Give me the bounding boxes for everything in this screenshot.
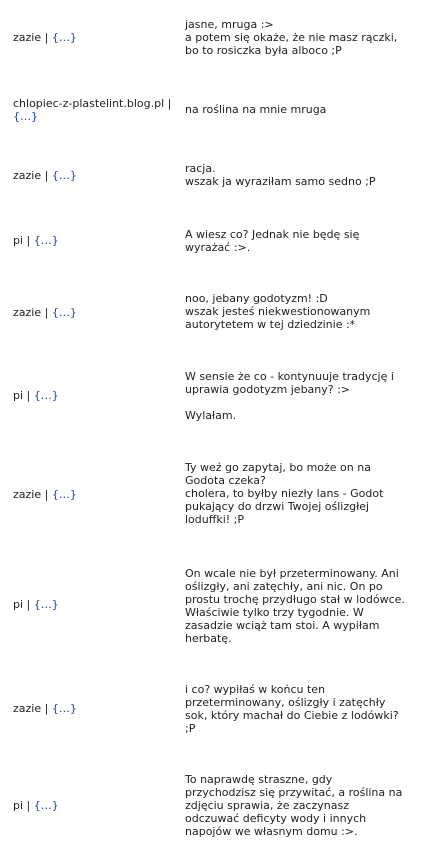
comment-author (13, 702, 178, 715)
comment-text: To naprawdę straszne, gdy przychodzisz się przywitać, a roślina na zdjęciu sprawia, że zaczynasz odczuwać deficyty wody i innych napojów we własnym domu :>. (185, 773, 403, 838)
comment-text: Ty weź go zapytaj, bo może on na Godota czeka? cholera, to byłby niezły lans - Godot pukający do drzwi Twojej oślizgłej loduffki! ;P (185, 461, 384, 526)
author-name: zazie (13, 306, 42, 319)
comment-body (185, 228, 420, 254)
comment-body (185, 370, 420, 422)
author-name: zazie (13, 702, 42, 715)
comment-body (185, 103, 420, 116)
comment-text: W sensie że co - kontynuuje tradycję i uprawia godotyzm jebany? :> (185, 370, 394, 396)
author-name[interactable]: chlopiec-z-plastelint.blog.pl (13, 97, 165, 110)
comment-author (13, 97, 178, 123)
comment-body (185, 683, 420, 735)
separator: | (44, 488, 49, 501)
author-name: pi (13, 234, 24, 247)
comment-body (185, 773, 420, 838)
comment-text: noo, jebany godotyzm! :D wszak jesteś niekwestionowanym autorytetem w tej dziedzinie :* (185, 292, 371, 331)
comment-link[interactable]: {…} (51, 488, 77, 501)
comment-link[interactable]: {…} (33, 598, 59, 611)
comment-body (185, 292, 420, 331)
comment-link[interactable]: {…} (51, 702, 77, 715)
comment-author (13, 31, 178, 44)
separator: | (26, 234, 31, 247)
separator: | (44, 169, 49, 182)
comment-body (185, 18, 420, 57)
author-name: pi (13, 799, 24, 812)
comment-link[interactable]: {…} (51, 31, 77, 44)
author-name: pi (13, 389, 24, 402)
comment-link[interactable]: {…} (33, 389, 59, 402)
comment-text: racja. wszak ja wyraziłam samo sedno ;P (185, 162, 376, 188)
comment-text: na roślina na mnie mruga (185, 103, 327, 116)
comment-link[interactable]: {…} (33, 234, 59, 247)
comment-text: On wcale nie był przeterminowany. Ani oślizgły, ani zatęchły, ani nic. On po prostu trochę przydługo stał w lodówce. Właściwie tylko trzy tygodnie. W zasadzie wciąż tam stoi. A wypiłam herbatę. (185, 567, 405, 645)
separator: | (167, 97, 172, 110)
author-name: zazie (13, 169, 42, 182)
separator: | (26, 598, 31, 611)
comment-author (13, 799, 178, 812)
comment-text: i co? wypiłaś w końcu ten przeterminowany, oślizgły i zatęchły sok, który machał do Ciebie z lodówki? ;P (185, 683, 399, 735)
separator: | (44, 702, 49, 715)
comment-link[interactable]: {…} (33, 799, 59, 812)
comment-author (13, 389, 178, 402)
separator: | (26, 389, 31, 402)
comment-author (13, 234, 178, 247)
author-name: zazie (13, 31, 42, 44)
comment-author (13, 488, 178, 501)
separator: | (44, 306, 49, 319)
author-name: pi (13, 598, 24, 611)
comment-text: Wylałam. (185, 409, 237, 422)
author-name: zazie (13, 488, 42, 501)
comment-body (185, 461, 420, 526)
comment-body (185, 162, 420, 188)
separator: | (44, 31, 49, 44)
comment-author (13, 169, 178, 182)
comment-link[interactable]: {…} (51, 306, 77, 319)
comment-author (13, 306, 178, 319)
separator: | (26, 799, 31, 812)
comment-text: A wiesz co? Jednak nie będę się wyrażać :>. (185, 228, 360, 254)
comment-text: jasne, mruga :> a potem się okaże, że nie masz rączki, bo to rosiczka była alboco ;P (185, 18, 398, 57)
comment-link[interactable]: {…} (13, 110, 38, 123)
comment-author (13, 598, 178, 611)
comment-link[interactable]: {…} (51, 169, 77, 182)
comment-body (185, 567, 420, 645)
